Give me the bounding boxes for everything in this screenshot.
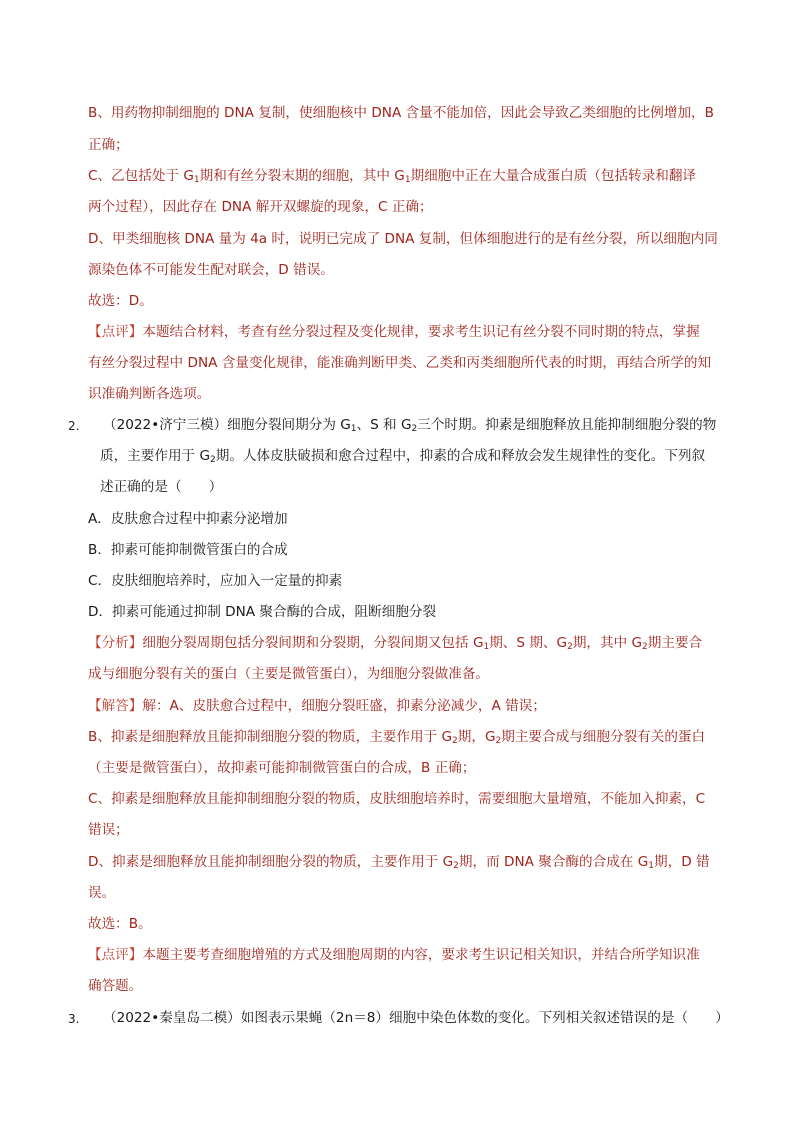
analysis-tag: 【分析】	[88, 635, 143, 651]
answer2-c-line2: 错误；	[88, 822, 129, 838]
answer2-b-line2: （主要是微管蛋白），故抑素可能抑制微管蛋白的合成，B 正确；	[88, 760, 476, 776]
option-c[interactable]: C．皮肤细胞培养时，应加入一定量的抑素	[88, 573, 343, 589]
review-line2: 有丝分裂过程中 DNA 含量变化规律，能准确判断甲类、乙类和丙类细胞所代表的时期，再结合所学的知	[88, 355, 712, 371]
answer-tag: 【解答】	[88, 698, 143, 714]
question-2-stem-line3: 述正确的是（ ）	[100, 479, 223, 495]
answer-choice: 故选：D。	[88, 293, 153, 309]
review-line1: 【点评】本题结合材料，考查有丝分裂过程及变化规律，要求考生识记有丝分裂不同时期的特点，掌握	[88, 324, 700, 340]
review2-tag: 【点评】	[88, 947, 143, 963]
answer2-b-line1: B、抑素是细胞释放且能抑制细胞分裂的物质，主要作用于 $G_2$期，$G_2$期主要合成与细胞分裂有关的蛋白	[88, 729, 706, 746]
answer-c-line1: C、乙包括处于 $G_1$期和有丝分裂末期的细胞，其中 $G_1$期细胞中正在大量合成蛋白质（包括转录和翻译	[88, 168, 697, 185]
answer2-choice: 故选：B。	[88, 916, 152, 932]
question-2-stem-line1: （2022•济宁三模）细胞分裂间期分为 $G_1$、S 和 $G_2$三个时期。抑素是细胞释放且能抑制细胞分裂的物	[103, 417, 717, 434]
option-b[interactable]: B．抑素可能抑制微管蛋白的合成	[88, 542, 288, 558]
question-2-stem-line2: 质，主要作用于 $G_2$期。人体皮肤破损和愈合过程中，抑素的合成和释放会发生规律性的变化。下列叙	[100, 448, 706, 465]
question-3-stem: （2022•秦皇岛二模）如图表示果蝇（2n＝8）细胞中染色体数的变化。下列相关叙述错误的是（ ）	[103, 1010, 729, 1026]
review-tag: 【点评】	[88, 324, 143, 340]
answer-b-line1: B、用药物抑制细胞的 DNA 复制，使细胞核中 DNA 含量不能加倍，因此会导致乙类细胞的比例增加，B	[88, 105, 714, 121]
answer2-c-line1: C、抑素是细胞释放且能抑制细胞分裂的物质，皮肤细胞培养时，需要细胞大量增殖，不能加入抑素，C	[88, 791, 706, 807]
answer-line1: 【解答】解：A、皮肤愈合过程中，细胞分裂旺盛，抑素分泌减少，A 错误；	[88, 698, 546, 714]
review-line3: 识准确判断各选项。	[88, 386, 211, 402]
review2-line2: 确答题。	[88, 978, 143, 994]
answer-b-line2: 正确；	[88, 137, 129, 153]
answer-d-line1: D、甲类细胞核 DNA 量为 4a 时，说明已完成了 DNA 复制，但体细胞进行的是有丝分裂，所以细胞内同	[88, 231, 718, 247]
review2-line1: 【点评】本题主要考查细胞增殖的方式及细胞周期的内容，要求考生识记相关知识，并结合所学知识准	[88, 947, 700, 963]
answer2-d-line1: D、抑素是细胞释放且能抑制细胞分裂的物质，主要作用于 $G_2$期，而 DNA 聚合酶的合成在 $G_1$期，D 错	[88, 854, 710, 871]
question-2-number: 2.	[68, 419, 80, 433]
question-3-number: 3.	[68, 1012, 80, 1026]
analysis-line1: 【分析】细胞分裂周期包括分裂间期和分裂期，分裂间期又包括 $G_1$期、S 期、$G_2$期，其中 $G_2$期主要合	[88, 635, 703, 652]
option-d[interactable]: D．抑素可能通过抑制 DNA 聚合酶的合成，阻断细胞分裂	[88, 604, 437, 620]
analysis-line2: 成与细胞分裂有关的蛋白（主要是微管蛋白），为细胞分裂做准备。	[88, 666, 490, 682]
answer-c-line2: 两个过程），因此存在 DNA 解开双螺旋的现象，C 正确；	[88, 199, 433, 215]
answer-d-line2: 源染色体不可能发生配对联会，D 错误。	[88, 262, 334, 278]
option-a[interactable]: A．皮肤愈合过程中抑素分泌增加	[88, 511, 288, 527]
answer2-d-line2: 误。	[88, 885, 116, 901]
